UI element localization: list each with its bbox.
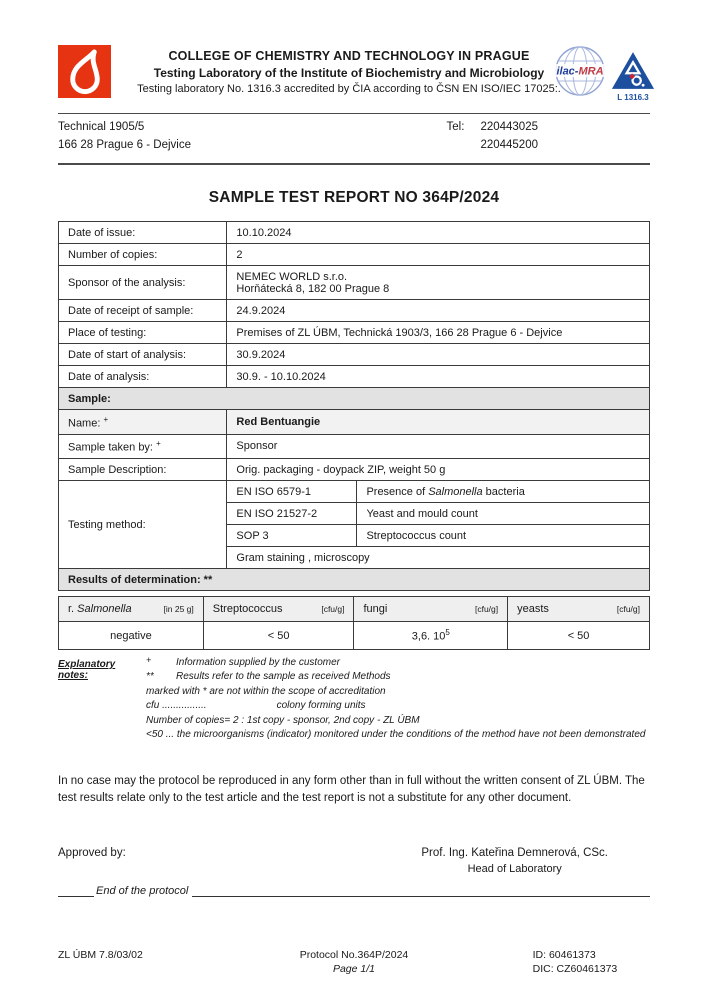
- sponsor-name: NEMEC WORLD s.r.o.: [236, 270, 348, 283]
- results-value-row: [59, 622, 650, 650]
- row-value: 30.9.2024: [227, 344, 650, 366]
- method-desc: Yeast and mould count: [357, 503, 650, 525]
- footer-dic: DIC: CZ60461373: [532, 963, 618, 976]
- document-header: [58, 45, 650, 109]
- legal-statement: In no case may the protocol be reproduced in any form other than in full without the written consent of ZL ÚBM. The test results relate only to the test article and the test report is not a substitute for any other document.: [58, 774, 645, 805]
- address-block: [58, 118, 191, 157]
- method-code: SOP 3: [227, 525, 357, 547]
- result-column-header: r. Salmonella [in 25 g]: [59, 597, 204, 622]
- table-row: [59, 434, 650, 459]
- row-value: 24.9.2024: [227, 300, 650, 322]
- table-row: [59, 266, 650, 300]
- row-label: Testing method:: [59, 481, 227, 569]
- row-value: Sponsor: [227, 434, 650, 459]
- footer-id-block: [455, 949, 650, 977]
- institution-name: COLLEGE OF CHEMISTRY AND TECHNOLOGY IN PRAGUE: [168, 49, 530, 63]
- table-row: [59, 344, 650, 366]
- table-row: [59, 300, 650, 322]
- method-code: EN ISO 6579-1: [227, 481, 357, 503]
- row-label: Place of testing:: [59, 322, 227, 344]
- approver-block: [421, 847, 608, 875]
- page-footer: [58, 949, 650, 977]
- method-desc: Streptococcus count: [357, 525, 650, 547]
- result-column-header: fungi [cfu/g]: [354, 597, 508, 622]
- result-unit: [in 25 g]: [163, 604, 194, 615]
- result-value-fungi: 3,6. $10^5$: [354, 622, 508, 650]
- row-label: Sample Description:: [59, 459, 227, 481]
- note-line: cfu ................ colony forming units: [146, 700, 366, 712]
- note-line: ** Results refer to the sample as received Methods: [146, 671, 391, 683]
- table-row: [59, 459, 650, 481]
- tel-number-2: 220445200: [480, 139, 538, 151]
- row-value: Orig. packaging - doypack ZIP, weight 50 g: [227, 459, 650, 481]
- result-column-header: Streptococcus [cfu/g]: [203, 597, 354, 622]
- row-label: Sample taken by: +: [59, 434, 227, 459]
- ilac-mra-stamp-icon: [554, 45, 606, 97]
- row-value: 10.10.2024: [227, 222, 650, 244]
- row-label: Sponsor of the analysis:: [59, 266, 227, 300]
- approval-block: [58, 847, 650, 875]
- svg-text:ilac-MRA: ilac-MRA: [556, 65, 604, 78]
- organism-name: Salmonella: [77, 603, 132, 616]
- phone-block: [447, 118, 650, 157]
- table-row-method: [59, 481, 650, 503]
- footer-id: ID: 60461373: [532, 949, 596, 962]
- signature-line-right: [192, 896, 650, 897]
- footer-protocol-block: [253, 949, 454, 977]
- sponsor-address: Horňátecká 8, 182 00 Prague 8: [236, 282, 390, 295]
- customer-info-marker: +: [156, 439, 161, 449]
- cia-accreditation-icon: [610, 51, 656, 102]
- results-table: [58, 596, 650, 650]
- row-label: Number of copies:: [59, 244, 227, 266]
- report-info-table: [58, 221, 650, 591]
- footer-protocol-number: Protocol No.364P/2024: [299, 949, 409, 962]
- result-column-header: yeasts [cfu/g]: [508, 597, 650, 622]
- section-header: Sample:: [59, 388, 650, 410]
- row-label: Name: +: [59, 410, 227, 435]
- tel-number-1: 220443025: [480, 121, 538, 133]
- contact-block: [58, 114, 650, 163]
- row-label: Date of receipt of sample:: [59, 300, 227, 322]
- method-extra: Gram staining , microscopy: [227, 547, 650, 569]
- table-row: [59, 366, 650, 388]
- row-value: Premises of ZL ÚBM, Technická 1903/3, 166 28 Prague 6 - Dejvice: [227, 322, 650, 344]
- sample-name-value: Red Bentuangie: [227, 410, 650, 435]
- approver-role: Head of Laboratory: [467, 863, 562, 876]
- method-desc: Presence of Salmonella bacteria: [357, 481, 650, 503]
- result-unit: [cfu/g]: [321, 604, 345, 615]
- section-header: Results of determination: **: [59, 569, 650, 591]
- address-line-2: 166 28 Prague 6 - Dejvice: [58, 139, 191, 151]
- result-value-salmonella: negative: [59, 622, 204, 650]
- row-value: 30.9. - 10.10.2024: [227, 366, 650, 388]
- notes-label: Explanatory notes:: [58, 658, 116, 681]
- notes-body: [146, 656, 645, 743]
- tel-label: Tel:: [446, 121, 465, 133]
- cia-accreditation-number: L 1316.3: [617, 93, 649, 102]
- signature-line-left: [58, 896, 94, 897]
- contact-divider: [58, 163, 650, 165]
- customer-info-marker: +: [103, 414, 109, 424]
- results-header-row: [59, 597, 650, 622]
- section-row-results: [59, 569, 650, 591]
- organism-name: Salmonella: [428, 485, 483, 498]
- row-label: Date of start of analysis:: [59, 344, 227, 366]
- result-value-streptococcus: < 50: [203, 622, 354, 650]
- result-unit: [cfu/g]: [474, 604, 499, 615]
- result-unit: [cfu/g]: [616, 604, 640, 615]
- row-label: Date of analysis:: [59, 366, 227, 388]
- footer-page-number: Page 1/1: [332, 963, 376, 976]
- result-value-yeasts: < 50: [508, 622, 650, 650]
- end-of-protocol-line: [58, 885, 650, 897]
- row-value: 2: [227, 244, 650, 266]
- method-code: EN ISO 21527-2: [227, 503, 357, 525]
- table-row: [59, 322, 650, 344]
- footer-document-code: ZL ÚBM 7.8/03/02: [58, 949, 143, 962]
- row-label: Date of issue:: [59, 222, 227, 244]
- approver-name: Prof. Ing. Kateřina Demnerová, CSc.: [421, 847, 608, 860]
- report-title: SAMPLE TEST REPORT NO 364P/2024: [208, 189, 500, 206]
- end-of-protocol-text: End of the protocol: [96, 885, 189, 898]
- laboratory-name: Testing Laboratory of the Institute of Biochemistry and Microbiology: [153, 66, 545, 80]
- note-line: <50 ... the microorganisms (indicator) monitored under the conditions of the method have not been demonstrated: [146, 729, 646, 741]
- explanatory-notes: [58, 656, 650, 743]
- table-row: [59, 410, 650, 435]
- accreditation-line: Testing laboratory No. 1316.3 accredited by ČIA according to ČSN EN ISO/IEC 17025:.: [137, 83, 561, 95]
- approved-by-label: Approved by:: [58, 847, 126, 860]
- row-value: [227, 266, 650, 300]
- section-row-sample: [59, 388, 650, 410]
- table-row: [59, 244, 650, 266]
- address-line-1: Technical 1905/5: [58, 121, 145, 133]
- table-row: [59, 222, 650, 244]
- note-line: + Information supplied by the customer: [146, 654, 340, 668]
- note-line: marked with * are not within the scope of accreditation: [146, 685, 386, 697]
- uct-prague-flask-logo-icon: [58, 45, 111, 98]
- note-line: Number of copies= 2 : 1st copy - sponsor, 2nd copy - ZL ÚBM: [146, 714, 420, 726]
